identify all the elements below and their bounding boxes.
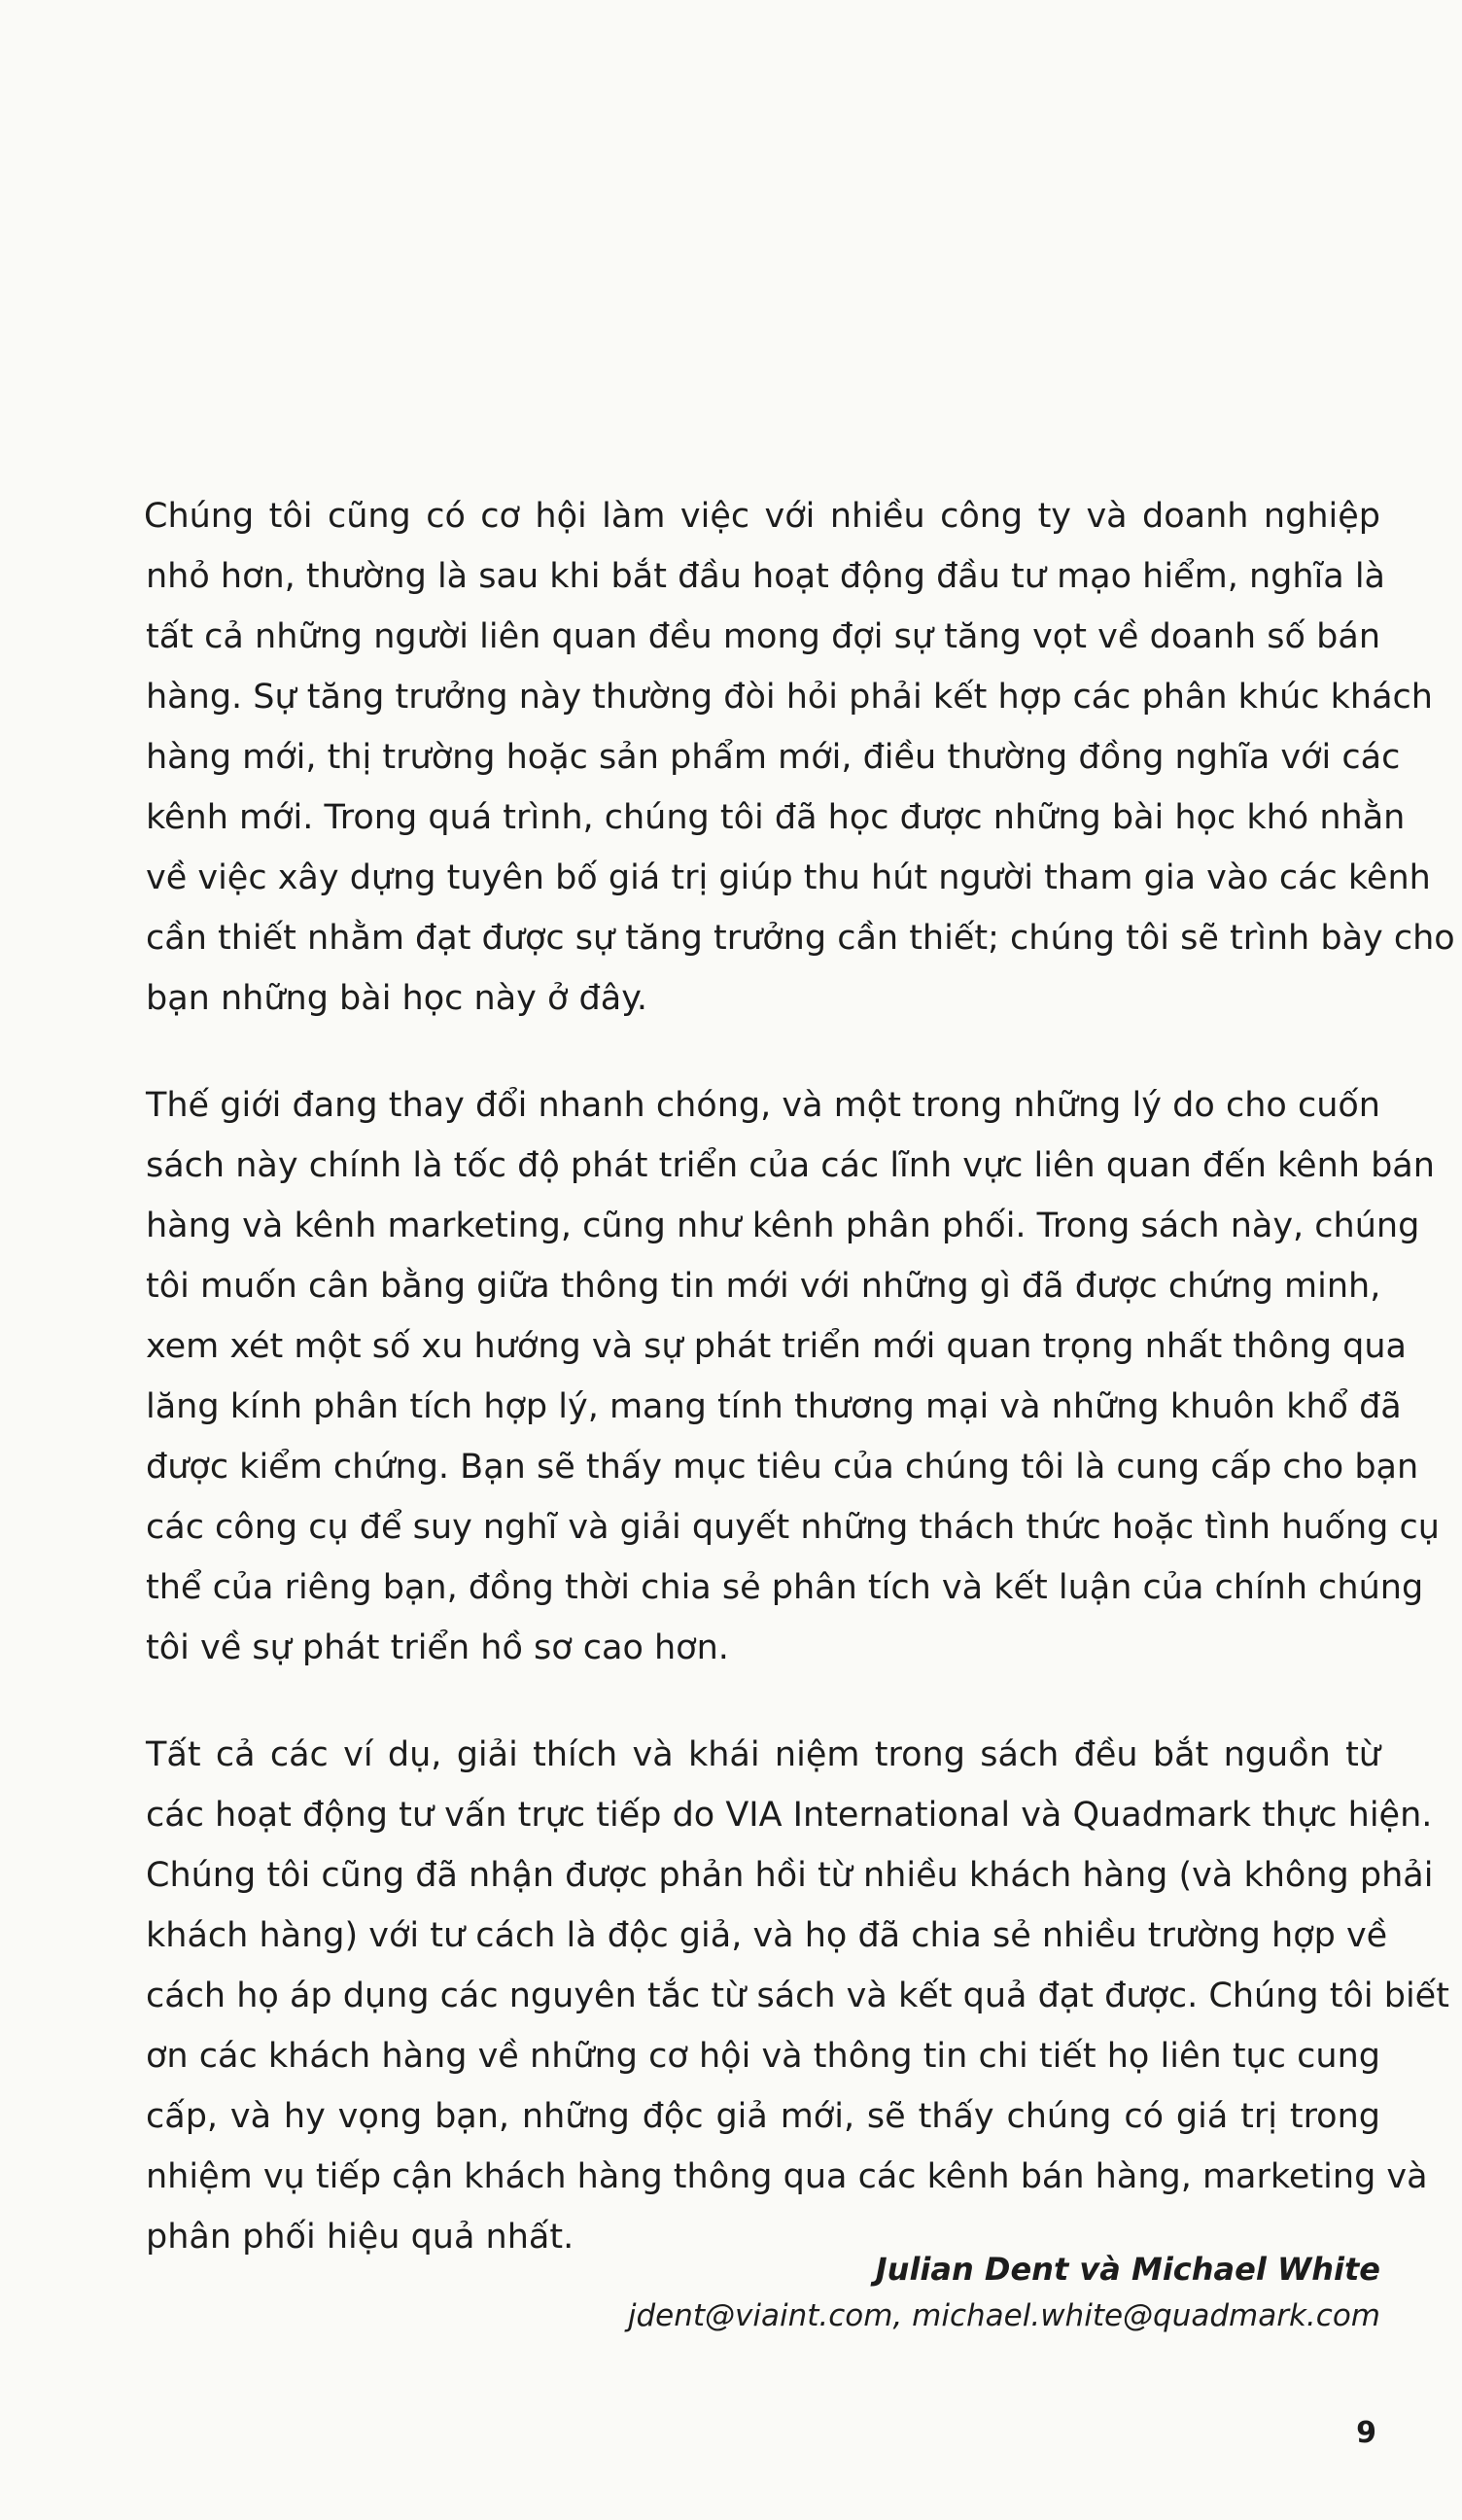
paragraph-3 — [146, 1725, 1449, 2267]
text-line: cần thiết nhằm đạt được sự tăng trưởng cần thiết; chúng tôi sẽ trình bày cho — [146, 919, 1455, 958]
author-names: Julian Dent và Michael White — [875, 2251, 1380, 2288]
signature-block — [628, 2246, 1380, 2339]
text-line: các công cụ để suy nghĩ và giải quyết những thách thức hoặc tình huống cụ — [146, 1508, 1440, 1547]
text-line: về việc xây dựng tuyên bố giá trị giúp thu hút người tham gia vào các kênh — [146, 858, 1431, 897]
text-line: các hoạt động tư vấn trực tiếp do VIA International và Quadmark thực hiện. — [146, 1796, 1433, 1835]
text-line: Thế giới đang thay đổi nhanh chóng, và một trong những lý do cho cuốn — [146, 1086, 1380, 1125]
paragraph-2 — [146, 1075, 1440, 1678]
text-line: kênh mới. Trong quá trình, chúng tôi đã học được những bài học khó nhằn — [146, 798, 1406, 837]
text-line: lăng kính phân tích hợp lý, mang tính thương mại và những khuôn khổ đã — [146, 1387, 1402, 1426]
page-number: 9 — [1356, 2416, 1376, 2450]
text-line: tôi muốn cân bằng giữa thông tin mới với những gì đã được chứng minh, — [146, 1267, 1381, 1306]
text-line: Tất cả các ví dụ, giải thích và khái niệm trong sách đều bắt nguồn từ — [146, 1735, 1380, 1774]
text-line: khách hàng) với tư cách là độc giả, và họ đã chia sẻ nhiều trường hợp về — [146, 1916, 1388, 1955]
text-line: tất cả những người liên quan đều mong đợi sự tăng vọt về doanh số bán — [146, 617, 1380, 656]
text-line: hàng mới, thị trường hoặc sản phẩm mới, điều thường đồng nghĩa với các — [146, 738, 1401, 777]
text-line: nhiệm vụ tiếp cận khách hàng thông qua các kênh bán hàng, marketing và — [146, 2157, 1428, 2196]
body-text — [144, 486, 1455, 2314]
text-line: cách họ áp dụng các nguyên tắc từ sách và kết quả đạt được. Chúng tôi biết — [146, 1977, 1449, 2015]
text-line: xem xét một số xu hướng và sự phát triển mới quan trọng nhất thông qua — [146, 1327, 1407, 1366]
text-line: thể của riêng bạn, đồng thời chia sẻ phân tích và kết luận của chính chúng — [146, 1568, 1424, 1607]
text-line: Chúng tôi cũng đã nhận được phản hồi từ nhiều khách hàng (và không phải — [146, 1856, 1434, 1895]
text-line: nhỏ hơn, thường là sau khi bắt đầu hoạt động đầu tư mạo hiểm, nghĩa là — [146, 557, 1386, 596]
text-line: bạn những bài học này ở đây. — [146, 979, 648, 1018]
author-emails: jdent@viaint.com, michael.white@quadmark.com — [627, 2298, 1380, 2333]
text-line: được kiểm chứng. Bạn sẽ thấy mục tiêu của chúng tôi là cung cấp cho bạn — [146, 1448, 1419, 1487]
text-line: hàng và kênh marketing, cũng như kênh phân phối. Trong sách này, chúng — [146, 1207, 1420, 1245]
paragraph-1 — [144, 486, 1455, 1029]
text-line: tôi về sự phát triển hồ sơ cao hơn. — [146, 1628, 729, 1667]
text-line: Chúng tôi cũng có cơ hội làm việc với nhiều công ty và doanh nghiệp — [144, 497, 1380, 536]
text-line: hàng. Sự tăng trưởng này thường đòi hỏi phải kết hợp các phân khúc khách — [146, 678, 1433, 717]
text-line: ơn các khách hàng về những cơ hội và thông tin chi tiết họ liên tục cung — [146, 2037, 1380, 2076]
text-line: sách này chính là tốc độ phát triển của các lĩnh vực liên quan đến kênh bán — [146, 1146, 1435, 1185]
text-line: cấp, và hy vọng bạn, những độc giả mới, sẽ thấy chúng có giá trị trong — [146, 2097, 1380, 2136]
text-line: phân phối hiệu quả nhất. — [146, 2218, 574, 2257]
